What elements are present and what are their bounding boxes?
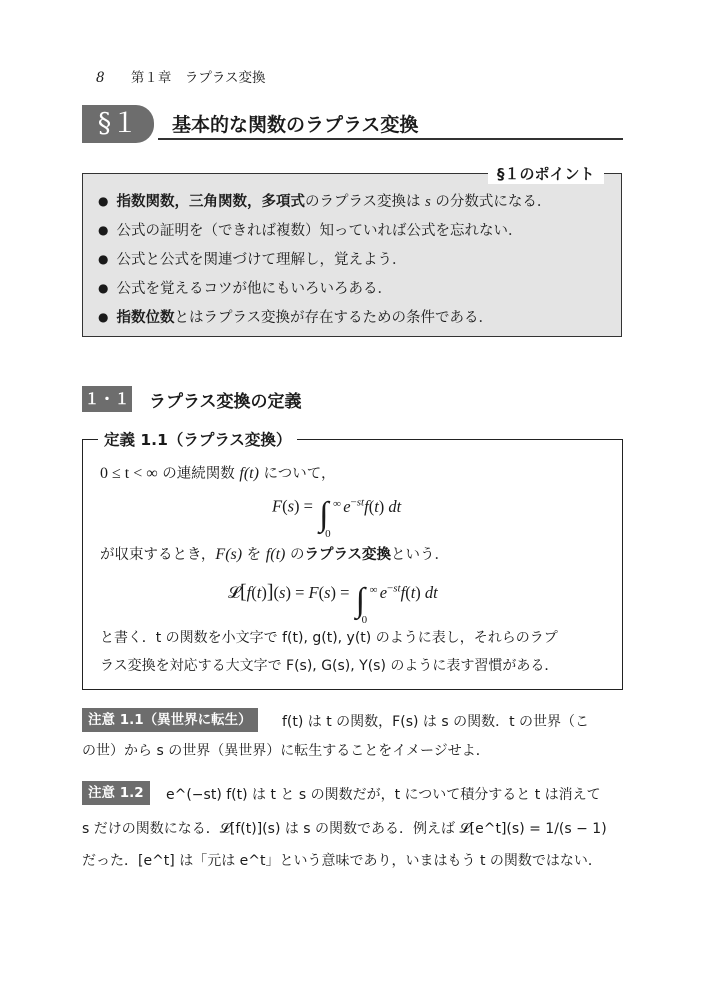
definition-line-2 bbox=[100, 543, 449, 564]
bullet-icon: ● bbox=[98, 194, 109, 208]
point-item bbox=[98, 277, 392, 298]
math-inline: f(t) bbox=[239, 465, 259, 482]
eq1-lhs: F(s) = bbox=[272, 496, 313, 516]
eq2-rhs: $e^{-st}f(t)$ dt bbox=[379, 582, 438, 602]
subsection-title: ラプラス変換の定義 bbox=[149, 392, 302, 412]
section-badge bbox=[82, 105, 154, 143]
note-line: s だけの関数になる．𝓛[f(t)](s) は s の関数である．例えば 𝓛[e^t](s) = 1/(s − 1) bbox=[82, 821, 607, 837]
subsection-badge: １・１ bbox=[82, 386, 132, 412]
point-math: s bbox=[425, 194, 431, 210]
points-box-label: §１のポイント bbox=[488, 163, 604, 184]
text: の連続関数 bbox=[157, 466, 240, 482]
point-item bbox=[98, 190, 551, 211]
bullet-icon: ● bbox=[98, 223, 109, 237]
term-bold: ラプラス変換 bbox=[304, 547, 392, 563]
point-bold: 指数位数 bbox=[116, 310, 175, 326]
text: が収束するとき， bbox=[100, 547, 216, 563]
equation-laplace-notation: 𝓛[f(t)](s) = F(s) = ∫ ∞ 0 $e^{-st}f(t)$ dt bbox=[228, 581, 438, 626]
chapter-title: 第１章 ラプラス変換 bbox=[130, 70, 266, 86]
equation-laplace-definition: F(s) = ∫ ∞ 0 $e^{-st}f(t)$ dt bbox=[272, 495, 402, 540]
math-inline: 0 ≤ t < ∞ bbox=[100, 465, 158, 482]
text: の bbox=[285, 547, 305, 563]
definition-line-4: ラス変換を対応する大文字で F(s), G(s), Y(s) のように表す習慣がある． bbox=[100, 658, 559, 674]
eq1-rhs: $e^{-st}f(t)$ dt bbox=[343, 496, 402, 516]
definition-label: 定義 1.1（ラプラス変換） bbox=[98, 428, 297, 450]
section-underline bbox=[158, 138, 623, 140]
note-line: e^(−st) f(t) は t と s の関数だが，t について積分すると t は消えて bbox=[166, 787, 601, 803]
point-text: の分数式になる． bbox=[430, 194, 552, 210]
bullet-icon: ● bbox=[98, 281, 109, 295]
page-number: 8 bbox=[96, 70, 105, 86]
section-title: 基本的な関数のラプラス変換 bbox=[172, 114, 419, 136]
point-text: 公式の証明を（できれば複数）知っていれば公式を忘れない． bbox=[116, 223, 523, 239]
note-line: の世）から s の世界（異世界）に転生することをイメージせよ． bbox=[82, 743, 490, 759]
math-inline: f(t) bbox=[265, 546, 286, 563]
definition-line-1 bbox=[100, 462, 335, 483]
running-header bbox=[96, 66, 266, 86]
math-inline: F(s) bbox=[215, 546, 243, 563]
text: という． bbox=[391, 547, 450, 563]
point-bold: 指数関数，三角関数，多項式 bbox=[116, 194, 305, 210]
point-item bbox=[98, 306, 493, 327]
point-item bbox=[98, 248, 406, 269]
bullet-icon: ● bbox=[98, 252, 109, 266]
definition-line-3: と書く．t の関数を小文字で f(t), g(t), y(t) のように表し，それらのラプ bbox=[100, 630, 558, 646]
note-badge: 注意 1.2 bbox=[82, 781, 150, 805]
point-text: 公式と公式を関連づけて理解し，覚えよう． bbox=[116, 252, 407, 268]
eq2-lhs: 𝓛[f(t)](s) = F(s) = bbox=[228, 581, 350, 603]
note-line: f(t) は t の関数，F(s) は s の関数．t の世界（こ bbox=[282, 714, 590, 730]
point-text: とはラプラス変換が存在するための条件である． bbox=[174, 310, 494, 326]
note-badge: 注意 1.1（異世界に転生） bbox=[82, 708, 258, 732]
point-item bbox=[98, 219, 522, 240]
note-line: だった．[e^t] は「元は e^t」という意味であり，いまはもう t の関数ではない． bbox=[82, 853, 602, 869]
point-text: 公式を覚えるコツが他にもいろいろある． bbox=[116, 281, 392, 297]
text: を bbox=[242, 547, 266, 563]
bullet-icon: ● bbox=[98, 310, 109, 324]
text: について， bbox=[258, 466, 336, 482]
point-text: のラプラス変換は bbox=[304, 194, 426, 210]
section-badge-label: §１ bbox=[97, 108, 139, 139]
